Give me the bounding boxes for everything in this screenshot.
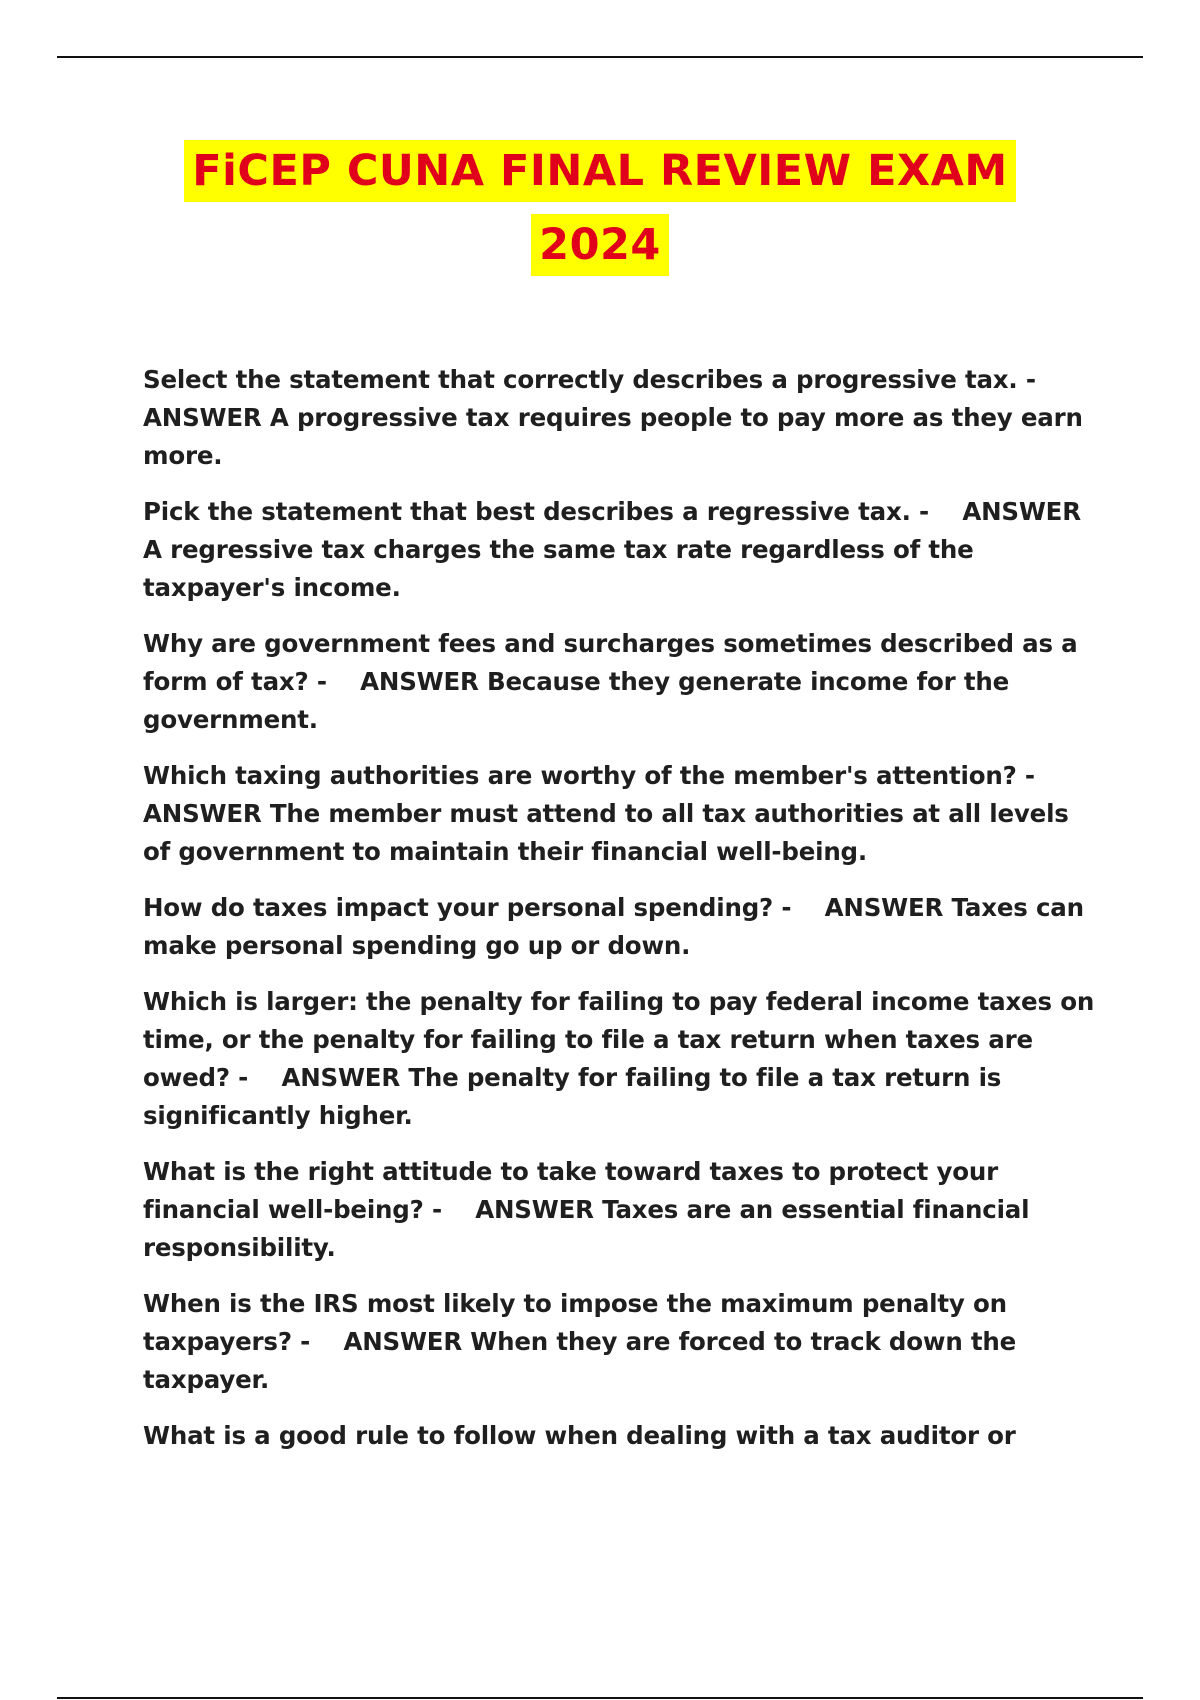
title-line-2: 2024 [531, 214, 669, 276]
qa-item-1: Select the statement that correctly describes a progressive tax. - ANSWER A progressive tax requires people to pay more as they earn more. [143, 365, 1092, 470]
qa-item-8: When is the IRS most likely to impose the maximum penalty on taxpayers? - ANSWER When they are forced to track down the taxpayer. [143, 1289, 1025, 1394]
qa-item-6: Which is larger: the penalty for failing to pay federal income taxes on time, or the penalty for failing to file a tax return when taxes are owed? - ANSWER The penalty for failing to file a tax return is significantly higher. [143, 987, 1103, 1130]
qa-item-5: How do taxes impact your personal spending? - ANSWER Taxes can make personal spending go up or down. [143, 893, 1093, 960]
qa-list [143, 361, 1103, 1473]
qa-item-7: What is the right attitude to take toward taxes to protect your financial well-being? - ANSWER Taxes are an essential financial responsibility. [143, 1157, 1038, 1262]
top-rule [57, 56, 1143, 58]
qa-item-4: Which taxing authorities are worthy of the member's attention? - ANSWER The member must attend to all tax authorities at all levels of government to maintain their financial well-being. [143, 761, 1078, 866]
qa-item-2: Pick the statement that best describes a regressive tax. - ANSWER A regressive tax charges the same tax rate regardless of the taxpayer's income. [143, 497, 1090, 602]
bottom-rule [57, 1697, 1143, 1699]
qa-item-3: Why are government fees and surcharges sometimes described as a form of tax? - ANSWER Because they generate income for the government. [143, 629, 1086, 734]
document-title [0, 140, 1200, 288]
title-line-1: FiCEP CUNA FINAL REVIEW EXAM [184, 140, 1015, 202]
qa-item-9: What is a good rule to follow when dealing with a tax auditor or [143, 1421, 1016, 1450]
